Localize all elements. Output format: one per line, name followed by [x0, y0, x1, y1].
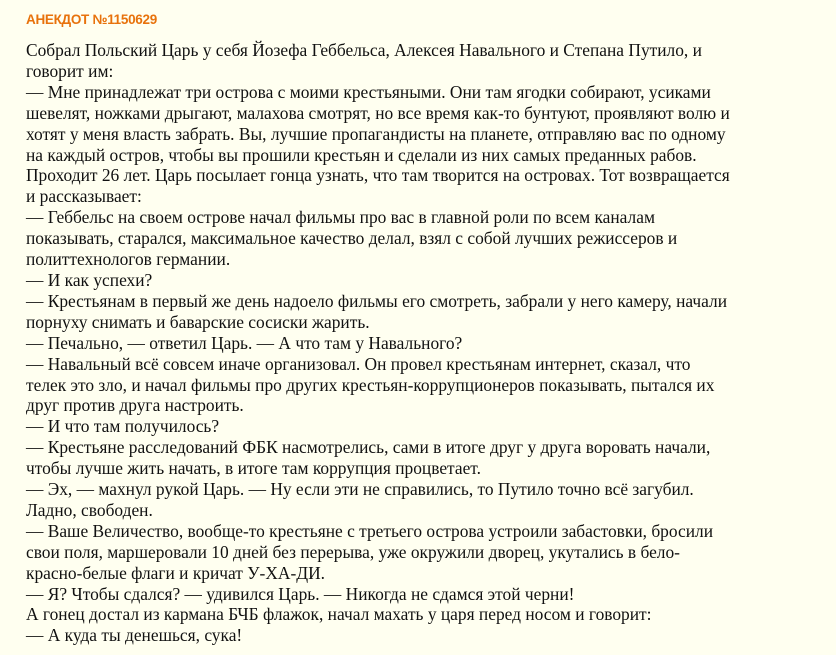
- text-line: шевелят, ножками дрыгают, малахова смотрят, но все время как-то бунтуют, проявляют волю и: [26, 102, 730, 123]
- text-line: друг против друга настроить.: [26, 395, 244, 416]
- text-line: показывать, старался, максимальное качество делал, взял с собой лучших режиссеров и: [26, 228, 678, 249]
- text-line: красно-белые флаги и кричат У-ХА-ДИ.: [26, 562, 326, 583]
- text-line: — Геббельс на своем острове начал фильмы про вас в главной роли по всем каналам: [26, 207, 655, 228]
- text-line: Ладно, свободен.: [26, 499, 153, 520]
- text-line: политтехнологов германии.: [26, 249, 231, 270]
- text-line: свои поля, маршеровали 10 дней без перерыва, уже окружили дворец, укутались в бело-: [26, 541, 680, 562]
- text-line: — И как успехи?: [26, 269, 153, 290]
- text-line: — Ваше Величество, вообще-то крестьяне с третьего острова устроили забастовки, бросили: [26, 520, 714, 541]
- text-line: — Навальный всё совсем иначе организовал. Он провел крестьянам интернет, сказал, что: [26, 353, 691, 374]
- text-line: и рассказывает:: [26, 186, 142, 207]
- text-line: Проходит 26 лет. Царь посылает гонца узнать, что там творится на островах. Тот возвращается: [26, 165, 730, 186]
- text-line: порнуху снимать и баварские сосиски жарить.: [26, 311, 370, 332]
- text-line: — Эх, — махнул рукой Царь. — Ну если эти не справились, то Путило точно всё загубил.: [26, 479, 694, 500]
- text-line: Собрал Польский Царь у себя Йозефа Геббельса, Алексея Навального и Степана Путило, и: [26, 40, 702, 60]
- anecdote-body: [26, 40, 816, 646]
- text-line: — Мне принадлежат три острова с моими крестьяными. Они там ягодки собирают, усиками: [26, 81, 711, 102]
- text-line: — Крестьянам в первый же день надоело фильмы его смотреть, забрали у него камеру, начали: [26, 290, 728, 311]
- text-line: — Я? Чтобы сдался? — удивился Царь. — Никогда не сдамся этой черни!: [26, 583, 575, 604]
- text-line: — Печально, — ответил Царь. — А что там у Навального?: [26, 332, 463, 353]
- text-line: говорит им:: [26, 60, 114, 81]
- text-line: — Крестьяне расследований ФБК насмотрелись, сами в итоге друг у друга воровать начали,: [26, 437, 711, 458]
- text-line: А гонец достал из кармана БЧБ флажок, начал махать у царя перед носом и говорит:: [26, 604, 652, 625]
- text-line: чтобы лучше жить начать, в итоге там коррупция процветает.: [26, 458, 481, 479]
- text-line: хотят у меня власть забрать. Вы, лучшие пропагандисты на планете, отправляю вас по одному: [26, 123, 726, 144]
- text-line: — А куда ты денешься, сука!: [26, 625, 243, 646]
- text-line: телек это зло, и начал фильмы про других крестьян-коррупционеров показывать, пытался их: [26, 374, 715, 395]
- text-line: на каждый остров, чтобы вы прошили крестьян и сделали из них самых преданных рабов.: [26, 144, 697, 165]
- anecdote-title: АНЕКДОТ №1150629: [26, 12, 157, 27]
- text-line: — И что там получилось?: [26, 416, 220, 437]
